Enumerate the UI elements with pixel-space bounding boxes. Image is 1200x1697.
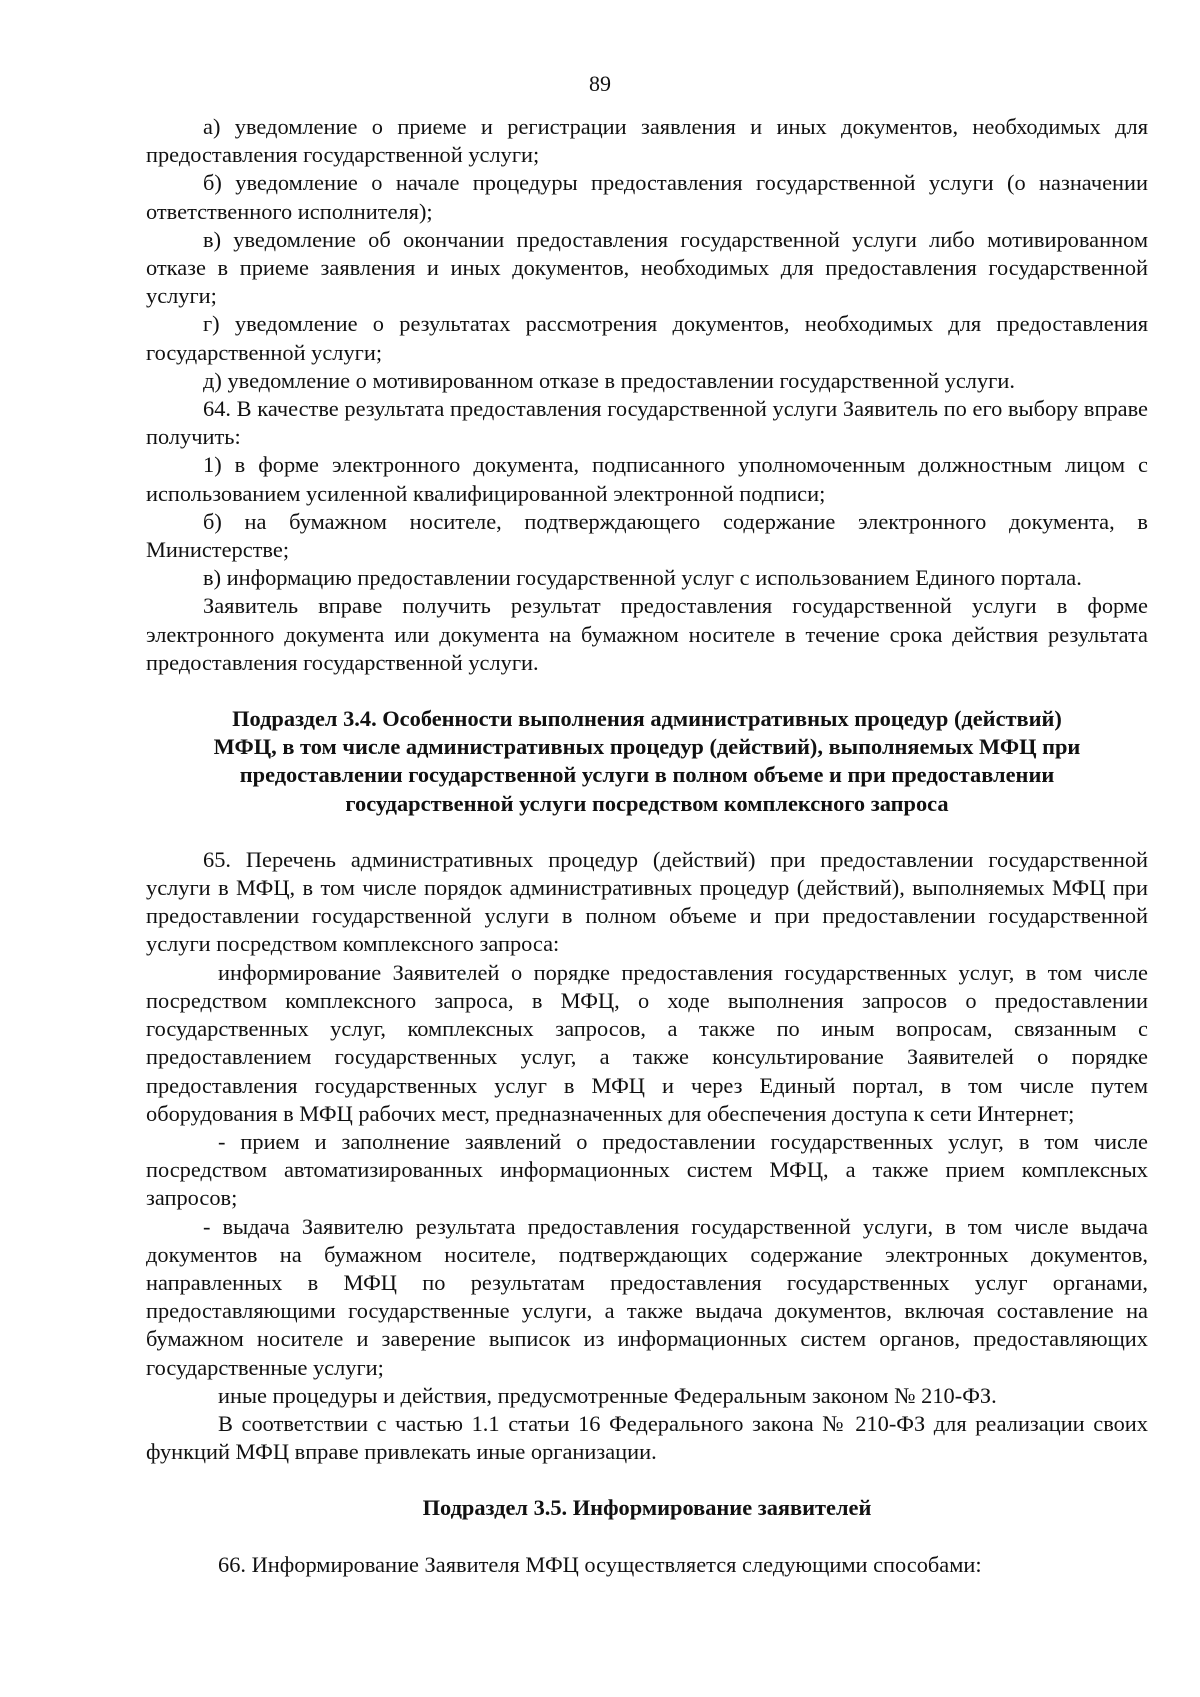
paragraph-notice-d: д) уведомление о мотивированном отказе в предоставлении государственной услуги. <box>203 367 1015 393</box>
paragraph-65-informing: информирование Заявителей о порядке предоставления государственных услуг, в том числе посредством комплексного запроса, в МФЦ, о ходе выполнения запросов о предоставлении государственных услуг, комплексных запросов, а также по иным вопросам, связанным с предоставлением государственных услуг, а также консультирование Заявителей о порядке предоставления государственных услуг в МФЦ и через Единый портал, в том числе путем оборудования в МФЦ рабочих мест, предназначенных для обеспечения доступа к сети Интернет; <box>146 959 1148 1126</box>
paragraph-65-issuance: - выдача Заявителю результата предоставления государственной услуги, в том числе выдача документов на бумажном носителе, подтверждающих содержание электронных документов, направленных в МФЦ по результатам предоставления государственных услуг органами, предоставляющими государственные услуги, а также выдача документов, включая составление на бумажном носителе и заверение выписок из информационных систем органов, предоставляющих государственные услуги; <box>146 1213 1148 1380</box>
paragraph-notice-g: г) уведомление о результатах рассмотрения документов, необходимых для предоставления государственной услуги; <box>146 311 1148 365</box>
spacer <box>146 1523 1148 1551</box>
paragraph-notice-v: в) уведомление об окончании предоставления государственной услуги либо мотивированном отказе в приеме заявления и иных документов, необходимых для предоставления государственной услуги; <box>146 226 1148 309</box>
spacer <box>146 677 1148 705</box>
heading-line: предоставлении государственной услуги в полном объеме и при предоставлении <box>239 762 1055 788</box>
paragraph-66: 66. Информирование Заявителя МФЦ осуществляется следующими способами: <box>218 1551 982 1577</box>
paragraph-notice-b: б) уведомление о начале процедуры предоставления государственной услуги (о назначении ответственного исполнителя); <box>146 170 1148 224</box>
document-body <box>146 113 1148 1579</box>
paragraph-64-item-v: в) информацию предоставлении государственной услуг с использованием Единого портала. <box>203 565 1082 591</box>
heading-subsection-3-5: Подраздел 3.5. Информирование заявителей <box>422 1495 872 1521</box>
paragraph-65-organizations: В соответствии с частью 1.1 статьи 16 Федерального закона № 210-ФЗ для реализации своих функций МФЦ вправе привлекать иные организации. <box>146 1410 1148 1465</box>
spacer <box>146 1466 1148 1494</box>
paragraph-65-other: иные процедуры и действия, предусмотренные Федеральным законом № 210-ФЗ. <box>218 1382 997 1408</box>
paragraph-65: 65. Перечень административных процедур (действий) при предоставлении государственной услуги в МФЦ, в том числе порядок административных процедур (действий), выполняемых МФЦ при предоставлении государственной услуги в полном объеме и при предоставлении государственной услуги посредством комплексного запроса: <box>146 846 1148 957</box>
heading-line: МФЦ, в том числе административных процедур (действий), выполняемых МФЦ при <box>213 734 1081 760</box>
paragraph-65-reception: - прием и заполнение заявлений о предоставлении государственных услуг, в том числе посредством автоматизированных информационных систем МФЦ, а также прием комплексных запросов; <box>146 1128 1148 1211</box>
heading-line: Подраздел 3.4. Особенности выполнения административных процедур (действий) <box>232 706 1062 732</box>
paragraph-64: 64. В качестве результата предоставления государственной услуги Заявитель по его выбору вправе получить: <box>146 396 1148 450</box>
paragraph-64-item-b: б) на бумажном носителе, подтверждающего содержание электронного документа, в Министерстве; <box>146 508 1148 563</box>
heading-line: государственной услуги посредством комплексного запроса <box>345 790 949 816</box>
spacer <box>146 818 1148 846</box>
heading-subsection-3-4 <box>146 705 1148 818</box>
paragraph-notice-a: а) уведомление о приеме и регистрации заявления и иных документов, необходимых для предоставления государственной услуги; <box>146 114 1148 168</box>
page-number: 89 <box>589 71 611 96</box>
paragraph-64-applicant: Заявитель вправе получить результат предоставления государственной услуги в форме электронного документа или документа на бумажном носителе в течение срока действия результата предоставления государственной услуги. <box>146 593 1148 675</box>
paragraph-64-item-1: 1) в форме электронного документа, подписанного уполномоченным должностным лицом с использованием усиленной квалифицированной электронной подписи; <box>146 452 1148 506</box>
